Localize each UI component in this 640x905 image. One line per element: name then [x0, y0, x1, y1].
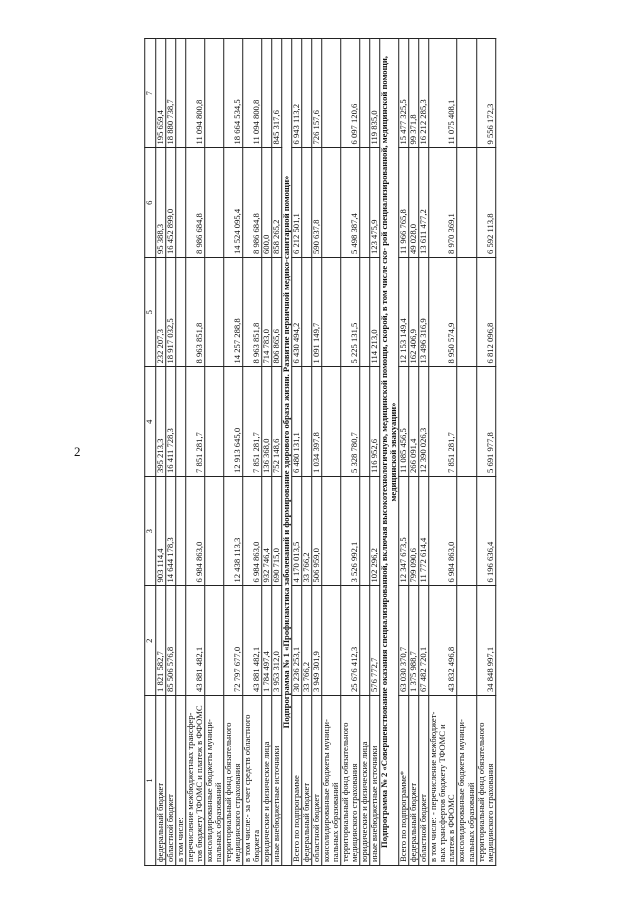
value-cell: [176, 477, 186, 587]
value-cell: 6 984 863,0: [429, 477, 457, 587]
table-row: [419, 39, 429, 866]
section-title: Подпрограмма № 2 «Совершенствование оказания специализированной, включая высокотехнологичную, медицинской помощи, скорой, в том числе ско- рой специализированной, медицинской помощи, медицинской эвакуации»: [380, 39, 399, 866]
value-cell: 12 438 113,3: [224, 477, 243, 587]
value-cell: 67 482 720,1: [419, 586, 429, 696]
value-cell: 11 966 765,8: [399, 148, 409, 258]
value-cell: [302, 367, 312, 477]
budget-table: [144, 38, 496, 866]
value-cell: 1 091 149,7: [312, 258, 322, 368]
value-cell: 11 094 800,8: [186, 39, 205, 149]
value-cell: 34 848 997,1: [476, 586, 495, 696]
value-cell: 714 783,0: [262, 258, 272, 368]
value-cell: 590 637,8: [312, 148, 322, 258]
value-cell: 119 835,0: [370, 39, 380, 149]
value-cell: [457, 477, 476, 587]
row-label: Всего по подпрограмме: [292, 696, 302, 866]
value-cell: [205, 39, 224, 149]
value-cell: [360, 477, 370, 587]
value-cell: 6 097 120,6: [341, 39, 360, 149]
value-cell: 506 959,0: [312, 477, 322, 587]
value-cell: [262, 39, 272, 149]
value-cell: [360, 258, 370, 368]
value-cell: 8 963 851,8: [243, 258, 262, 368]
value-cell: 600,0: [262, 148, 272, 258]
value-cell: [205, 258, 224, 368]
value-cell: 8 986 684,8: [186, 148, 205, 258]
value-cell: [322, 148, 341, 258]
table-row: [166, 39, 176, 866]
value-cell: 752 148,6: [272, 367, 282, 477]
table-row: [186, 39, 205, 866]
section-row-subprogram-2: [380, 39, 399, 866]
table-row: [429, 39, 457, 866]
value-cell: 30 236 253,1: [292, 586, 302, 696]
column-header: 6: [145, 148, 156, 258]
value-cell: 4 170 013,5: [292, 477, 302, 587]
value-cell: 43 881 482,1: [243, 586, 262, 696]
value-cell: 1 375 988,7: [409, 586, 419, 696]
value-cell: 16 411 728,3: [166, 367, 176, 477]
table-row: [457, 39, 476, 866]
value-cell: [322, 367, 341, 477]
value-cell: 266 091,4: [409, 367, 419, 477]
table-row: [272, 39, 282, 866]
row-label: территориальный фонд обязательного медицинского страхования: [224, 696, 243, 866]
header-row: [145, 39, 156, 866]
value-cell: 95 388,3: [156, 148, 166, 258]
value-cell: 12 347 673,5: [399, 477, 409, 587]
value-cell: 18 917 032,5: [166, 258, 176, 368]
value-cell: [176, 258, 186, 368]
value-cell: 845 317,6: [272, 39, 282, 149]
value-cell: [322, 586, 341, 696]
value-cell: 12 390 026,3: [419, 367, 429, 477]
value-cell: [457, 258, 476, 368]
value-cell: [360, 39, 370, 149]
value-cell: 162 406,9: [409, 258, 419, 368]
value-cell: [360, 148, 370, 258]
row-label: иные внебюджетные источники: [272, 696, 282, 866]
value-cell: 16 452 899,0: [166, 148, 176, 258]
row-label: в том числе:: [176, 696, 186, 866]
row-label: территориальный фонд обязательного медицинского страхования: [476, 696, 495, 866]
value-cell: 6 943 113,2: [292, 39, 302, 149]
value-cell: 6 592 113,8: [476, 148, 495, 258]
value-cell: 49 028,0: [409, 148, 419, 258]
table-row: [292, 39, 302, 866]
table-row: [322, 39, 341, 866]
value-cell: 5 691 977,8: [476, 367, 495, 477]
value-cell: [360, 586, 370, 696]
value-cell: 33 766,2: [302, 477, 312, 587]
table-row: [370, 39, 380, 866]
value-cell: 8 950 574,9: [429, 258, 457, 368]
value-cell: [176, 39, 186, 149]
row-label: федеральный бюджет: [302, 696, 312, 866]
value-cell: 6 812 096,8: [476, 258, 495, 368]
value-cell: 1 784 497,4: [262, 586, 272, 696]
value-cell: [457, 586, 476, 696]
value-cell: 14 524 095,4: [224, 148, 243, 258]
table-row: [302, 39, 312, 866]
column-header: 5: [145, 258, 156, 368]
value-cell: [360, 367, 370, 477]
value-cell: 11 094 800,8: [243, 39, 262, 149]
column-header: 1: [145, 696, 156, 866]
value-cell: 43 881 482,1: [186, 586, 205, 696]
value-cell: [302, 258, 312, 368]
value-cell: 114 213,0: [370, 258, 380, 368]
value-cell: [457, 39, 476, 149]
value-cell: 932 746,4: [262, 477, 272, 587]
row-label: юридические и физические лица: [262, 696, 272, 866]
value-cell: 8 963 851,8: [186, 258, 205, 368]
value-cell: 6 984 863,0: [243, 477, 262, 587]
row-label: консолидированные бюджеты муници- пальных образований: [457, 696, 476, 866]
value-cell: 576 772,7: [370, 586, 380, 696]
row-label: федеральный бюджет: [409, 696, 419, 866]
value-cell: 102 296,2: [370, 477, 380, 587]
table-row: [262, 39, 272, 866]
row-label: иные внебюджетные источники: [370, 696, 380, 866]
table-row: [312, 39, 322, 866]
value-cell: 99 371,8: [409, 39, 419, 149]
column-header: 3: [145, 477, 156, 587]
value-cell: 85 506 576,8: [166, 586, 176, 696]
value-cell: [176, 148, 186, 258]
row-label: перечисление межбюджетных трансфер- тов бюджету ТФОМС и платеж в ФФОМС: [186, 696, 205, 866]
table-row: [341, 39, 360, 866]
value-cell: 14 644 178,3: [166, 477, 176, 587]
row-label: областной бюджет: [166, 696, 176, 866]
value-cell: [457, 367, 476, 477]
value-cell: 13 496 316,9: [419, 258, 429, 368]
row-label: областной бюджет: [312, 696, 322, 866]
value-cell: [302, 39, 312, 149]
row-label: в том числе: - перечисление межбюджет- ных трансфертов бюджету ТФОМС и платеж в ФФОМС: [429, 696, 457, 866]
value-cell: 136 368,0: [262, 367, 272, 477]
value-cell: 690 715,0: [272, 477, 282, 587]
value-cell: 7 851 281,7: [186, 367, 205, 477]
table-row: [476, 39, 495, 866]
row-label: консолидированные бюджеты муници- пальных образований: [322, 696, 341, 866]
value-cell: 116 952,6: [370, 367, 380, 477]
value-cell: [302, 148, 312, 258]
value-cell: 72 797 677,0: [224, 586, 243, 696]
value-cell: [205, 148, 224, 258]
value-cell: [205, 367, 224, 477]
value-cell: [457, 148, 476, 258]
value-cell: 123 475,9: [370, 148, 380, 258]
value-cell: 11 772 614,4: [419, 477, 429, 587]
value-cell: 3 949 301,9: [312, 586, 322, 696]
value-cell: 806 865,6: [272, 258, 282, 368]
value-cell: 3 953 312,0: [272, 586, 282, 696]
section-title: Подпрограмма № 1 «Профилактика заболеваний и формирование здорового образа жизни. Развитие первичной медико-санитарной помощи»: [282, 39, 292, 866]
row-label: Всего по подпрограмме*: [399, 696, 409, 866]
value-cell: 858 265,2: [272, 148, 282, 258]
value-cell: 6 196 636,4: [476, 477, 495, 587]
value-cell: 11 075 408,1: [429, 39, 457, 149]
value-cell: 25 676 412,3: [341, 586, 360, 696]
value-cell: 13 611 477,2: [419, 148, 429, 258]
row-label: консолидированные бюджеты муници- пальных образований: [205, 696, 224, 866]
row-label: федеральный бюджет: [156, 696, 166, 866]
value-cell: 18 880 738,7: [166, 39, 176, 149]
value-cell: 9 556 172,3: [476, 39, 495, 149]
value-cell: 12 153 149,4: [399, 258, 409, 368]
row-label: юридические и физические лица: [360, 696, 370, 866]
value-cell: [205, 477, 224, 587]
table-row: [224, 39, 243, 866]
table-row: [399, 39, 409, 866]
value-cell: 6 212 501,1: [292, 148, 302, 258]
value-cell: 5 498 387,4: [341, 148, 360, 258]
value-cell: 726 157,6: [312, 39, 322, 149]
column-header: 7: [145, 39, 156, 149]
row-label: территориальный фонд обязательного медицинского страхования: [341, 696, 360, 866]
table-row: [360, 39, 370, 866]
value-cell: 16 212 285,3: [419, 39, 429, 149]
section-row-subprogram-1: [282, 39, 292, 866]
value-cell: 8 986 684,8: [243, 148, 262, 258]
table-row: [176, 39, 186, 866]
value-cell: 232 207,3: [156, 258, 166, 368]
value-cell: [205, 586, 224, 696]
value-cell: 8 970 369,1: [429, 148, 457, 258]
table-row: [243, 39, 262, 866]
page-number: 2: [74, 444, 81, 459]
value-cell: 63 030 370,7: [399, 586, 409, 696]
rotated-table-wrapper: [144, 38, 496, 866]
table-row: [409, 39, 419, 866]
value-cell: 5 328 780,7: [341, 367, 360, 477]
value-cell: 6 430 494,2: [292, 258, 302, 368]
value-cell: [176, 367, 186, 477]
value-cell: 5 225 131,5: [341, 258, 360, 368]
value-cell: 7 851 281,7: [243, 367, 262, 477]
value-cell: 1 034 397,8: [312, 367, 322, 477]
row-label: в том числе:- за счет средств областного бюджета: [243, 696, 262, 866]
value-cell: 195 659,4: [156, 39, 166, 149]
row-label: областной бюджет: [419, 696, 429, 866]
value-cell: 11 085 456,5: [399, 367, 409, 477]
value-cell: 6 480 131,1: [292, 367, 302, 477]
value-cell: 7 851 281,7: [429, 367, 457, 477]
value-cell: 43 832 496,8: [429, 586, 457, 696]
value-cell: [176, 586, 186, 696]
column-header: 4: [145, 367, 156, 477]
value-cell: 12 913 645,0: [224, 367, 243, 477]
column-header: 2: [145, 586, 156, 696]
value-cell: [322, 258, 341, 368]
value-cell: 395 213,3: [156, 367, 166, 477]
table-row: [205, 39, 224, 866]
value-cell: [322, 39, 341, 149]
value-cell: 799 090,6: [409, 477, 419, 587]
value-cell: [322, 477, 341, 587]
value-cell: 18 664 534,5: [224, 39, 243, 149]
value-cell: 33 766,2: [302, 586, 312, 696]
value-cell: 1 821 582,7: [156, 586, 166, 696]
table-row: [156, 39, 166, 866]
value-cell: 6 984 863,0: [186, 477, 205, 587]
value-cell: 903 114,4: [156, 477, 166, 587]
value-cell: 3 526 992,1: [341, 477, 360, 587]
value-cell: 14 257 288,8: [224, 258, 243, 368]
value-cell: 15 477 325,5: [399, 39, 409, 149]
